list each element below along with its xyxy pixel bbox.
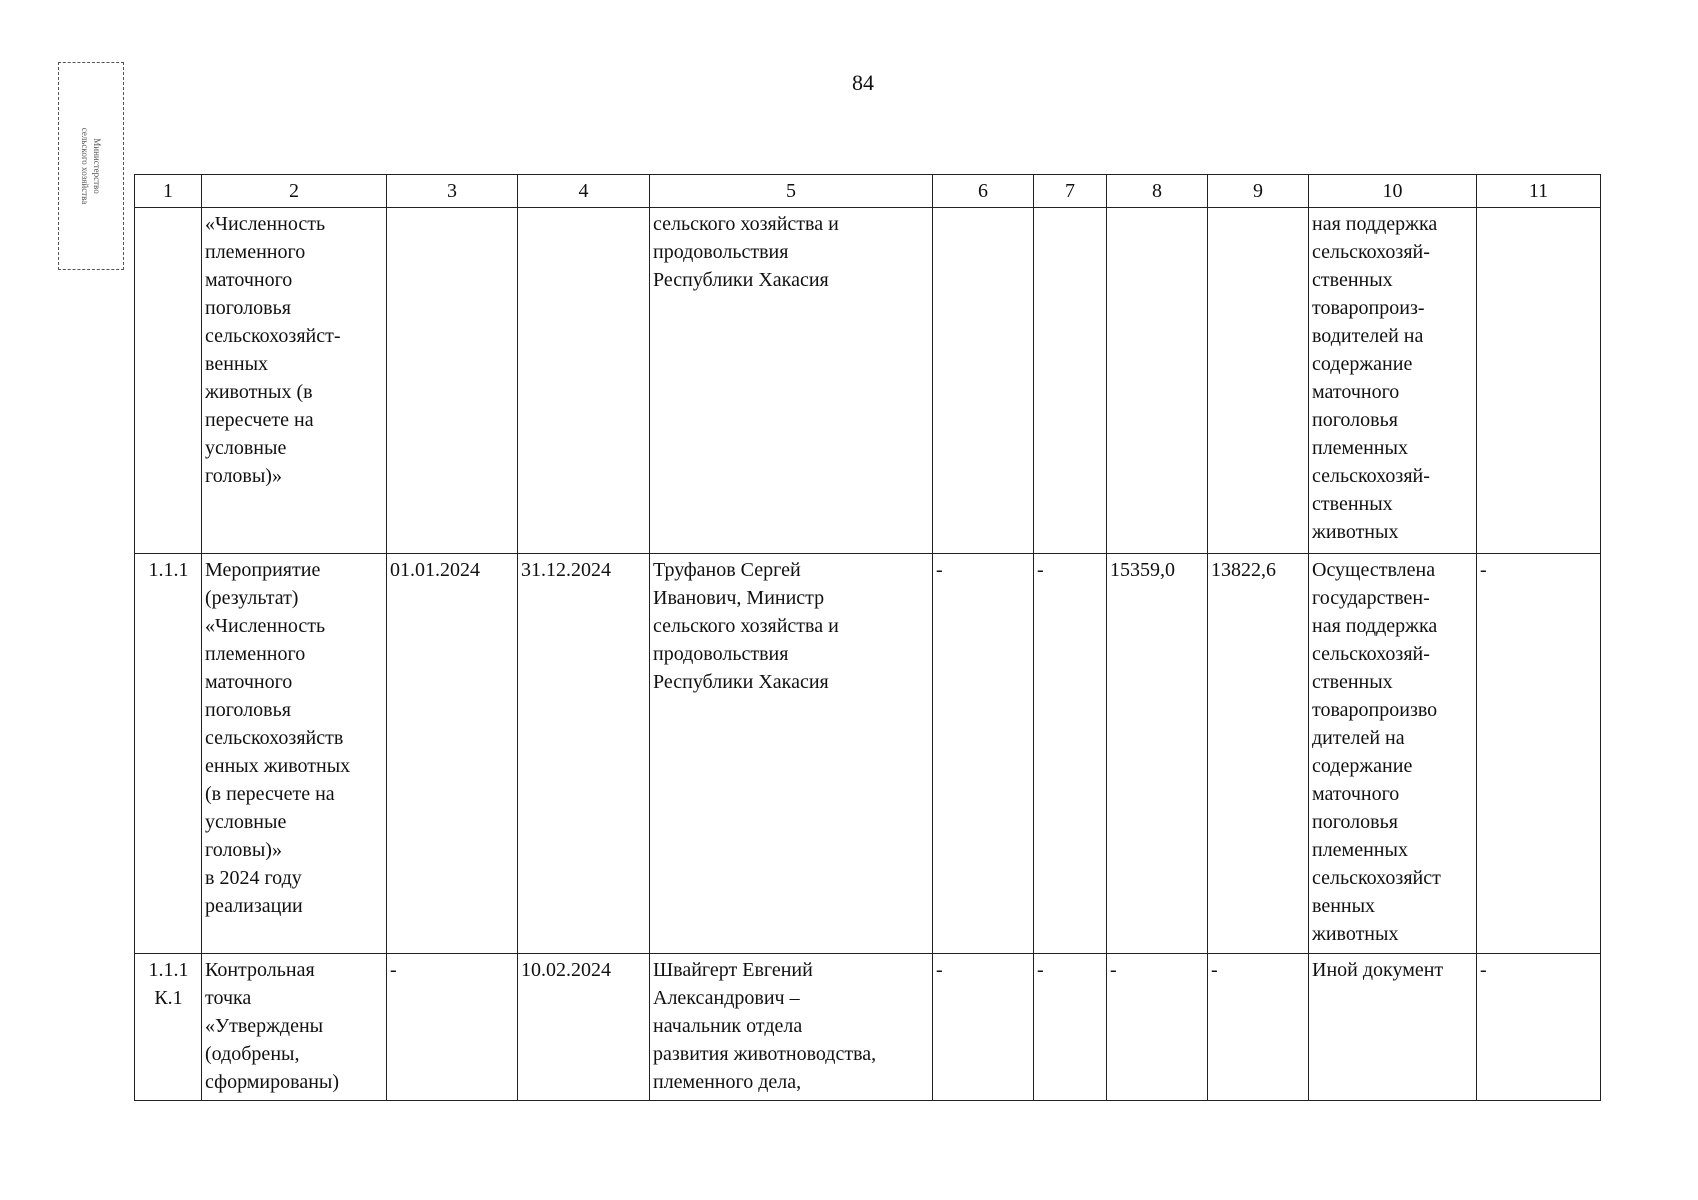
cell-col9: 13822,6 [1208, 554, 1309, 954]
cell-col9: - [1208, 954, 1309, 1101]
cell-col6: - [933, 954, 1034, 1101]
side-registration-stamp [58, 62, 124, 270]
cell-responsible: сельского хозяйства и продовольствия Республики Хакасия [650, 208, 933, 554]
cell-col7 [1034, 208, 1107, 554]
cell-name: Контрольная точка «Утверждены (одобрены, сформированы) [202, 954, 387, 1101]
cell-result: Иной документ [1309, 954, 1477, 1101]
table-row [135, 208, 1601, 554]
cell-end-date: 31.12.2024 [518, 554, 650, 954]
header-cell: 1 [135, 175, 202, 208]
cell-start-date [387, 208, 518, 554]
cell-col7: - [1034, 954, 1107, 1101]
header-cell: 11 [1477, 175, 1601, 208]
cell-col11 [1477, 208, 1601, 554]
cell-name: «Численность племенного маточного поголовья сельскохозяйст- венных животных (в пересчете на условные головы)» [202, 208, 387, 554]
cell-end-date [518, 208, 650, 554]
cell-number: 1.1.1 [135, 554, 202, 954]
cell-col9 [1208, 208, 1309, 554]
header-cell: 5 [650, 175, 933, 208]
cell-responsible: Труфанов Сергей Иванович, Министр сельского хозяйства и продовольствия Республики Хакасия [650, 554, 933, 954]
header-cell: 9 [1208, 175, 1309, 208]
cell-start-date: - [387, 954, 518, 1101]
header-cell: 8 [1107, 175, 1208, 208]
table-row [135, 954, 1601, 1101]
cell-start-date: 01.01.2024 [387, 554, 518, 954]
cell-col11: - [1477, 954, 1601, 1101]
cell-col8: - [1107, 954, 1208, 1101]
cell-col6: - [933, 554, 1034, 954]
cell-name: Мероприятие (результат) «Численность племенного маточного поголовья сельскохозяйств енных животных (в пересчете на условные головы)» в 2024 году реализации [202, 554, 387, 954]
cell-number: 1.1.1 К.1 [135, 954, 202, 1101]
cell-col8 [1107, 208, 1208, 554]
header-cell: 3 [387, 175, 518, 208]
cell-end-date: 10.02.2024 [518, 954, 650, 1101]
header-cell: 7 [1034, 175, 1107, 208]
page-number: 84 [852, 70, 874, 95]
header-row [135, 175, 1601, 208]
cell-col6 [933, 208, 1034, 554]
cell-col8: 15359,0 [1107, 554, 1208, 954]
plan-table [134, 174, 1601, 1101]
cell-result: ная поддержка сельскохозяй- ственных товаропроиз- водителей на содержание маточного поголовья племенных сельскохозяй- ственных животных [1309, 208, 1477, 554]
table-row [135, 554, 1601, 954]
cell-col11: - [1477, 554, 1601, 954]
cell-col7: - [1034, 554, 1107, 954]
header-cell: 6 [933, 175, 1034, 208]
cell-number [135, 208, 202, 554]
header-cell: 4 [518, 175, 650, 208]
header-cell: 10 [1309, 175, 1477, 208]
cell-responsible: Швайгерт Евгений Александрович – начальник отдела развития животноводства, племенного дела, [650, 954, 933, 1101]
cell-result: Осуществлена государствен- ная поддержка сельскохозяй- ственных товаропроизво дителей на содержание маточного поголовья племенных сельскохозяйст венных животных [1309, 554, 1477, 954]
stamp-text: Министерство сельского хозяйства [80, 127, 102, 205]
header-cell: 2 [202, 175, 387, 208]
